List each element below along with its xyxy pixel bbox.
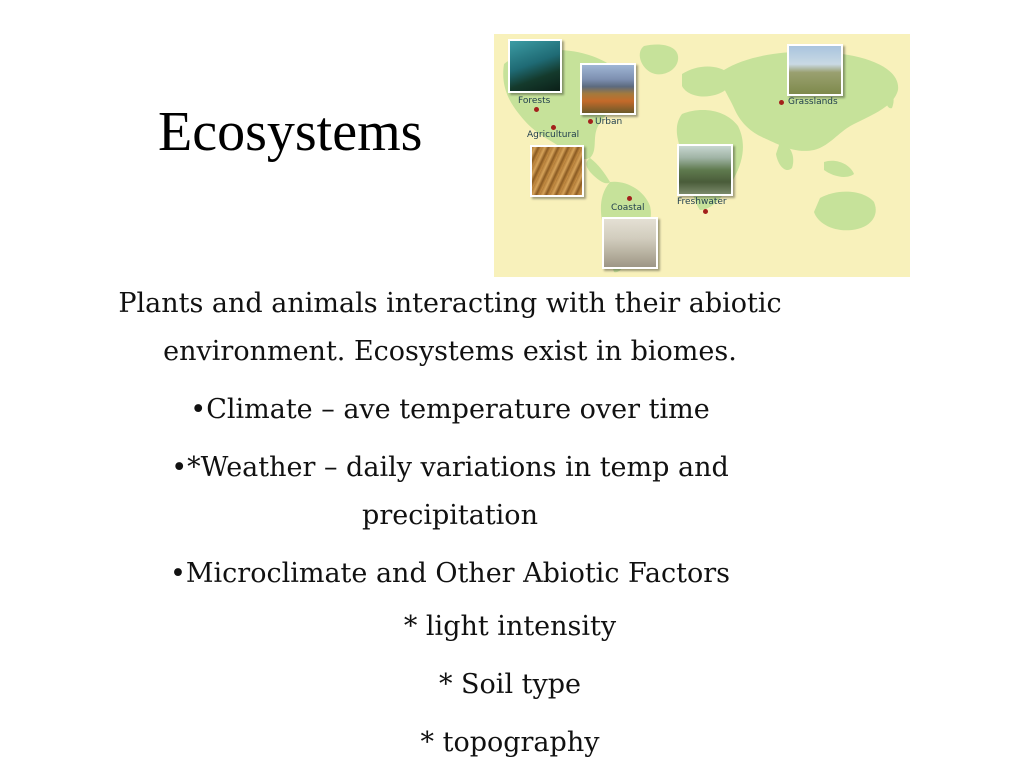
agricultural-photo bbox=[530, 145, 584, 197]
slide-title: Ecosystems bbox=[158, 101, 423, 163]
definition-line-1: Plants and animals interacting with their abiotic bbox=[118, 288, 782, 319]
grasslands-photo bbox=[787, 44, 843, 96]
forests-marker bbox=[534, 107, 539, 112]
urban-photo bbox=[580, 63, 636, 115]
urban-label: Urban bbox=[595, 117, 623, 127]
weather-bullet: •*Weather – daily variations in temp and bbox=[171, 452, 729, 483]
urban-marker bbox=[588, 119, 593, 124]
forests-photo bbox=[508, 39, 562, 93]
soil-type-item: * Soil type bbox=[438, 669, 582, 700]
slide-body bbox=[60, 280, 840, 772]
definition-line-2: environment. Ecosystems exist in biomes. bbox=[163, 336, 737, 367]
grasslands-marker bbox=[779, 100, 784, 105]
coastal-photo bbox=[602, 217, 658, 269]
freshwater-marker bbox=[703, 209, 708, 214]
light-intensity-item: * light intensity bbox=[403, 611, 617, 642]
coastal-marker bbox=[627, 196, 632, 201]
biome-world-map bbox=[494, 34, 910, 277]
climate-bullet: •Climate – ave temperature over time bbox=[190, 394, 710, 425]
grasslands-label: Grasslands bbox=[788, 97, 838, 107]
freshwater-photo bbox=[677, 144, 733, 196]
topography-item: * topography bbox=[420, 727, 600, 758]
forests-label: Forests bbox=[518, 96, 551, 106]
weather-bullet-continued: precipitation bbox=[362, 500, 538, 531]
freshwater-label: Freshwater bbox=[677, 197, 727, 207]
microclimate-bullet: •Microclimate and Other Abiotic Factors bbox=[169, 558, 731, 589]
agricultural-label: Agricultural bbox=[527, 130, 580, 140]
coastal-label: Coastal bbox=[611, 203, 645, 213]
